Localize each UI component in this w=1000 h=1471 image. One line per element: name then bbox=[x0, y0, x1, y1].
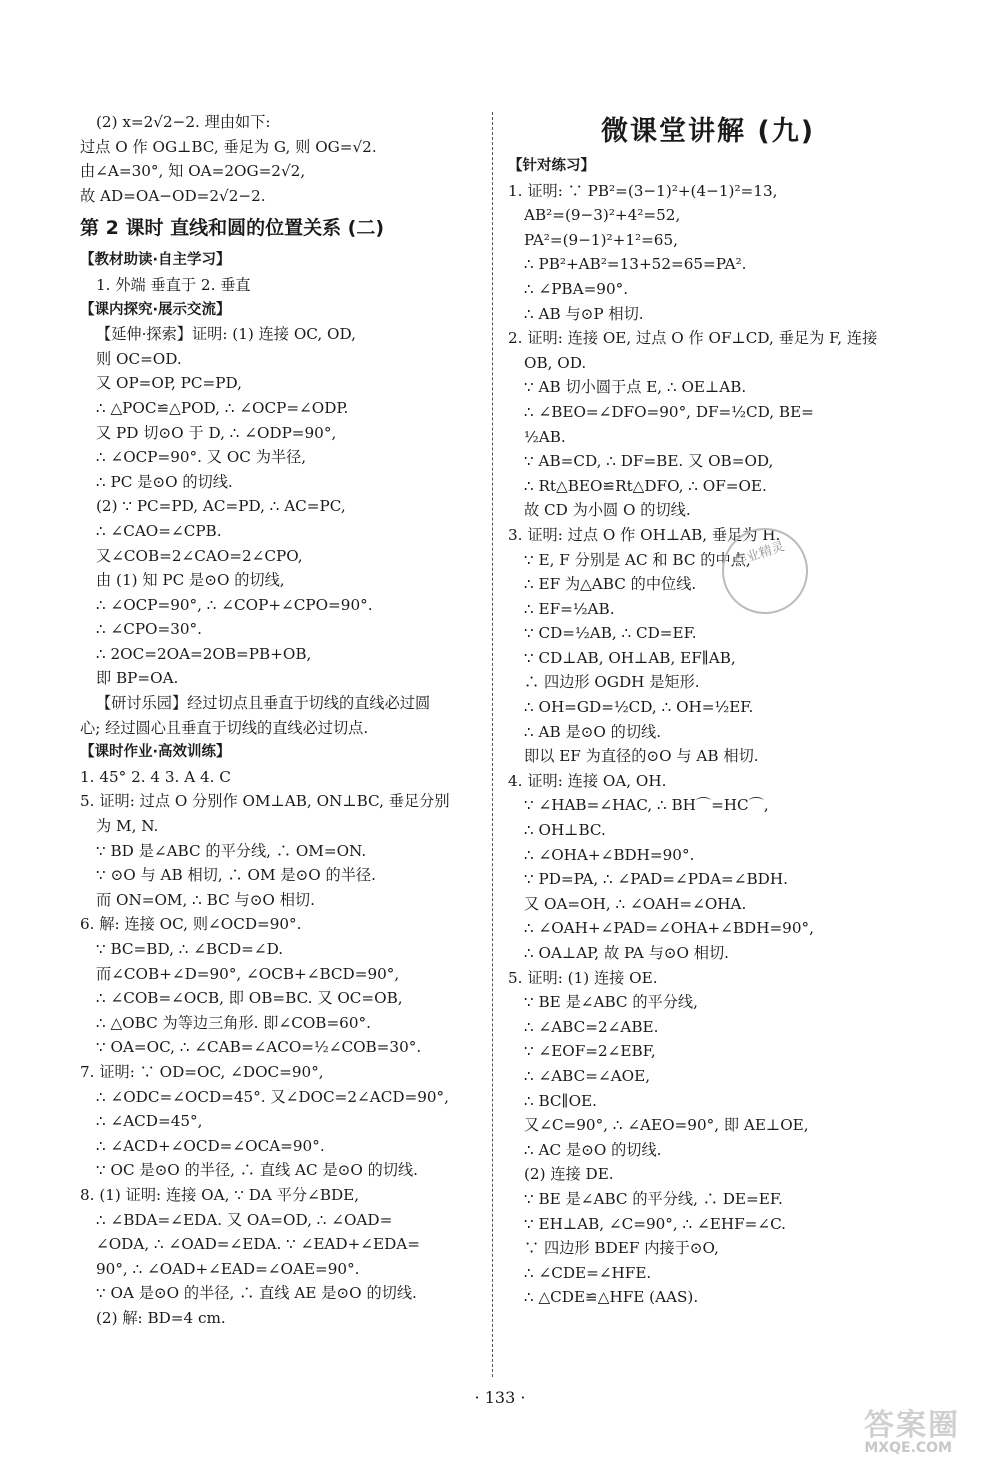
text-line: 而 ON=OM, ∴ BC 与⊙O 相切. bbox=[96, 890, 315, 909]
text-line: ∴ AC 是⊙O 的切线. bbox=[524, 1140, 662, 1159]
text-line: 5. 证明: (1) 连接 OE. bbox=[508, 968, 658, 987]
section-tag: 【针对练习】 bbox=[508, 158, 595, 174]
text-line: ∴ ∠ODC=∠OCD=45°. 又∠DOC=2∠ACD=90°, bbox=[96, 1087, 449, 1106]
text-line: 又 OA=OH, ∴ ∠OAH=∠OHA. bbox=[524, 894, 747, 913]
text-line: ∴ PC 是⊙O 的切线. bbox=[96, 472, 233, 491]
watermark-logo: 答案圈 bbox=[864, 1408, 960, 1443]
text-line: 8. (1) 证明: 连接 OA, ∵ DA 平分∠BDE, bbox=[80, 1185, 360, 1204]
text-line: 由∠A=30°, 知 OA=2OG=2√2, bbox=[80, 162, 306, 181]
text-line: ∴ AB 与⊙P 相切. bbox=[524, 304, 644, 323]
text-line: ∴ BC∥OE. bbox=[524, 1091, 597, 1110]
text-line: PA²=(9−1)²+1²=65, bbox=[524, 230, 678, 249]
text-line: ∴ △OBC 为等边三角形. 即∠COB=60°. bbox=[96, 1013, 371, 1032]
text-line: ∵ ∠HAB=∠HAC, ∴ BH⌒=HC⌒, bbox=[524, 796, 769, 815]
page-number: · 133 · bbox=[474, 1388, 526, 1407]
text-line: 又∠C=90°, ∴ ∠AEO=90°, 即 AE⊥OE, bbox=[524, 1116, 809, 1135]
right-column bbox=[508, 110, 908, 1310]
text-line: ∴ EF=½AB. bbox=[524, 599, 615, 618]
text-line: ∵ AB=CD, ∴ DF=BE. 又 OB=OD, bbox=[524, 452, 774, 471]
text-line: ∴ Rt△BEO≌Rt△DFO, ∴ OF=OE. bbox=[524, 476, 767, 495]
text-line: 过点 O 作 OG⊥BC, 垂足为 G, 则 OG=√2. bbox=[80, 137, 377, 156]
text-line: ∴ ∠OAH+∠PAD=∠OHA+∠BDH=90°, bbox=[524, 919, 814, 938]
text-line: ∵ OA=OC, ∴ ∠CAB=∠ACO=½∠COB=30°. bbox=[96, 1038, 422, 1057]
text-line: 故 CD 为小圆 O 的切线. bbox=[524, 501, 691, 520]
text-line: ∴ △POC≌△POD, ∴ ∠OCP=∠ODP. bbox=[96, 398, 349, 417]
text-line: ½AB. bbox=[524, 427, 566, 446]
text-line: (2) 解: BD=4 cm. bbox=[96, 1308, 226, 1327]
text-line: ∵ AB 切小圆于点 E, ∴ OE⊥AB. bbox=[524, 378, 747, 397]
text-line: ∵ BC=BD, ∴ ∠BCD=∠D. bbox=[96, 940, 284, 958]
text-line: 为 M, N. bbox=[96, 817, 159, 836]
section-tag: 【课时作业·高效训练】 bbox=[80, 744, 231, 761]
text-line: 90°, ∴ ∠OAD+∠EAD=∠OAE=90°. bbox=[96, 1259, 360, 1278]
text-line: 又 OP=OP, PC=PD, bbox=[96, 374, 242, 393]
text-line: ∵ EH⊥AB, ∠C=90°, ∴ ∠EHF=∠C. bbox=[524, 1214, 786, 1233]
text-line: ∴ ∠BDA=∠EDA. 又 OA=OD, ∴ ∠OAD= bbox=[96, 1210, 393, 1229]
text-line: ∴ OH=GD=½CD, ∴ OH=½EF. bbox=[524, 698, 754, 717]
watermark-url: MXQE.COM bbox=[864, 1440, 952, 1456]
text-line: 【延伸·探索】证明: (1) 连接 OC, OD, bbox=[96, 325, 356, 344]
text-line: ∠ODA, ∴ ∠OAD=∠EDA. ∵ ∠EAD+∠EDA= bbox=[96, 1235, 420, 1254]
text-line: (2) x=2√2−2. 理由如下: bbox=[96, 113, 271, 131]
column-divider bbox=[492, 112, 493, 1377]
text-line: ∴ ∠OCP=90°. 又 OC 为半径, bbox=[96, 448, 307, 467]
text-line: 又∠COB=2∠CAO=2∠CPO, bbox=[96, 546, 303, 565]
text-line: ∵ PD=PA, ∴ ∠PAD=∠PDA=∠BDH. bbox=[524, 870, 788, 889]
text-line: ∴ ∠ACD+∠OCD=∠OCA=90°. bbox=[96, 1136, 325, 1155]
text-line: 7. 证明: ∵ OD=OC, ∠DOC=90°, bbox=[80, 1062, 324, 1081]
lesson-title: 第 2 课时 直线和圆的位置关系 (二) bbox=[80, 217, 385, 240]
text-line: ∴ ∠OCP=90°, ∴ ∠COP+∠CPO=90°. bbox=[96, 595, 373, 614]
text-line: ∵ 四边形 BDEF 内接于⊙O, bbox=[524, 1239, 719, 1258]
stamp-logo: 作业精灵 bbox=[711, 517, 819, 625]
section-tag: 【教材助读·自主学习】 bbox=[80, 252, 231, 269]
text-line: ∴ ∠CPO=30°. bbox=[96, 620, 202, 639]
text-line: ∵ OC 是⊙O 的半径, ∴ 直线 AC 是⊙O 的切线. bbox=[96, 1161, 419, 1180]
text-line: ∴ AB 是⊙O 的切线. bbox=[524, 722, 662, 741]
text-line: 4. 证明: 连接 OA, OH. bbox=[508, 771, 667, 790]
text-line: OB, OD. bbox=[524, 353, 587, 372]
text-line: ∵ OA 是⊙O 的半径, ∴ 直线 AE 是⊙O 的切线. bbox=[96, 1284, 417, 1303]
text-line: ∴ 四边形 OGDH 是矩形. bbox=[524, 673, 700, 692]
text-line: 3. 证明: 过点 O 作 OH⊥AB, 垂足为 H. bbox=[508, 525, 781, 544]
text-line: ∵ CD⊥AB, OH⊥AB, EF∥AB, bbox=[524, 648, 736, 667]
left-column bbox=[80, 110, 480, 1331]
text-line: 1. 外端 垂直于 2. 垂直 bbox=[96, 275, 251, 294]
text-line: ∴ ∠ACD=45°, bbox=[96, 1112, 203, 1131]
text-line: ∵ ⊙O 与 AB 相切, ∴ OM 是⊙O 的半径. bbox=[96, 866, 376, 885]
text-line: ∴ PB²+AB²=13+52=65=PA². bbox=[524, 255, 747, 274]
text-line: ∵ E, F 分别是 AC 和 BC 的中点, bbox=[524, 550, 751, 569]
text-line: 1. 45° 2. 4 3. A 4. C bbox=[80, 767, 231, 786]
text-line: 2. 证明: 连接 OE, 过点 O 作 OF⊥CD, 垂足为 F, 连接 bbox=[508, 329, 878, 348]
text-line: 又 PD 切⊙O 于 D, ∴ ∠ODP=90°, bbox=[96, 423, 337, 442]
text-line: 6. 解: 连接 OC, 则∠OCD=90°. bbox=[80, 915, 302, 934]
text-line: 1. 证明: ∵ PB²=(3−1)²+(4−1)²=13, bbox=[508, 181, 778, 200]
text-line: 由 (1) 知 PC 是⊙O 的切线, bbox=[96, 571, 285, 590]
text-line: ∵ BE 是∠ABC 的平分线, ∴ DE=EF. bbox=[524, 1189, 783, 1208]
text-line: 即以 EF 为直径的⊙O 与 AB 相切. bbox=[524, 747, 759, 766]
text-line: ∴ ∠OHA+∠BDH=90°. bbox=[524, 845, 695, 864]
text-line: 即 BP=OA. bbox=[96, 669, 179, 688]
text-line: 故 AD=OA−OD=2√2−2. bbox=[80, 186, 266, 205]
text-line: 而∠COB+∠D=90°, ∠OCB+∠BCD=90°, bbox=[96, 964, 400, 983]
text-line: ∴ EF 为△ABC 的中位线. bbox=[524, 575, 697, 594]
text-line: 则 OC=OD. bbox=[96, 349, 182, 368]
text-line: ∴ ∠CDE=∠HFE. bbox=[524, 1263, 652, 1282]
text-line: ∵ ∠EOF=2∠EBF, bbox=[524, 1042, 656, 1061]
text-line: ∴ ∠ABC=∠AOE, bbox=[524, 1066, 651, 1085]
text-line: ∴ OH⊥BC. bbox=[524, 821, 606, 840]
text-line: (2) 连接 DE. bbox=[524, 1165, 614, 1184]
text-line: ∴ ∠COB=∠OCB, 即 OB=BC. 又 OC=OB, bbox=[96, 989, 403, 1008]
text-line: AB²=(9−3)²+4²=52, bbox=[524, 206, 681, 225]
text-line: (2) ∵ PC=PD, AC=PD, ∴ AC=PC, bbox=[96, 497, 346, 516]
text-line: ∴ ∠PBA=90°. bbox=[524, 279, 629, 298]
text-line: ∴ △CDE≌△HFE (AAS). bbox=[524, 1288, 699, 1307]
text-line: 5. 证明: 过点 O 分别作 OM⊥AB, ON⊥BC, 垂足分别 bbox=[80, 792, 450, 811]
text-line: ∵ BD 是∠ABC 的平分线, ∴ OM=ON. bbox=[96, 841, 367, 860]
text-line: ∵ CD=½AB, ∴ CD=EF. bbox=[524, 624, 697, 643]
text-line: ∴ ∠ABC=2∠ABE. bbox=[524, 1017, 659, 1036]
text-line: ∴ 2OC=2OA=2OB=PB+OB, bbox=[96, 644, 312, 663]
text-line: ∴ OA⊥AP, 故 PA 与⊙O 相切. bbox=[524, 944, 729, 962]
text-line: 心; 经过圆心且垂直于切线的直线必过切点. bbox=[80, 718, 369, 737]
text-line: ∴ ∠CAO=∠CPB. bbox=[96, 521, 222, 540]
text-line: ∴ ∠BEO=∠DFO=90°, DF=½CD, BE= bbox=[524, 402, 814, 421]
text-line: 【研讨乐园】经过切点且垂直于切线的直线必过圆 bbox=[96, 694, 431, 713]
text-line: ∵ BE 是∠ABC 的平分线, bbox=[524, 993, 698, 1012]
section-tag: 【课内探究·展示交流】 bbox=[80, 301, 231, 318]
section-title: 微课堂讲解 (九) bbox=[600, 116, 816, 147]
